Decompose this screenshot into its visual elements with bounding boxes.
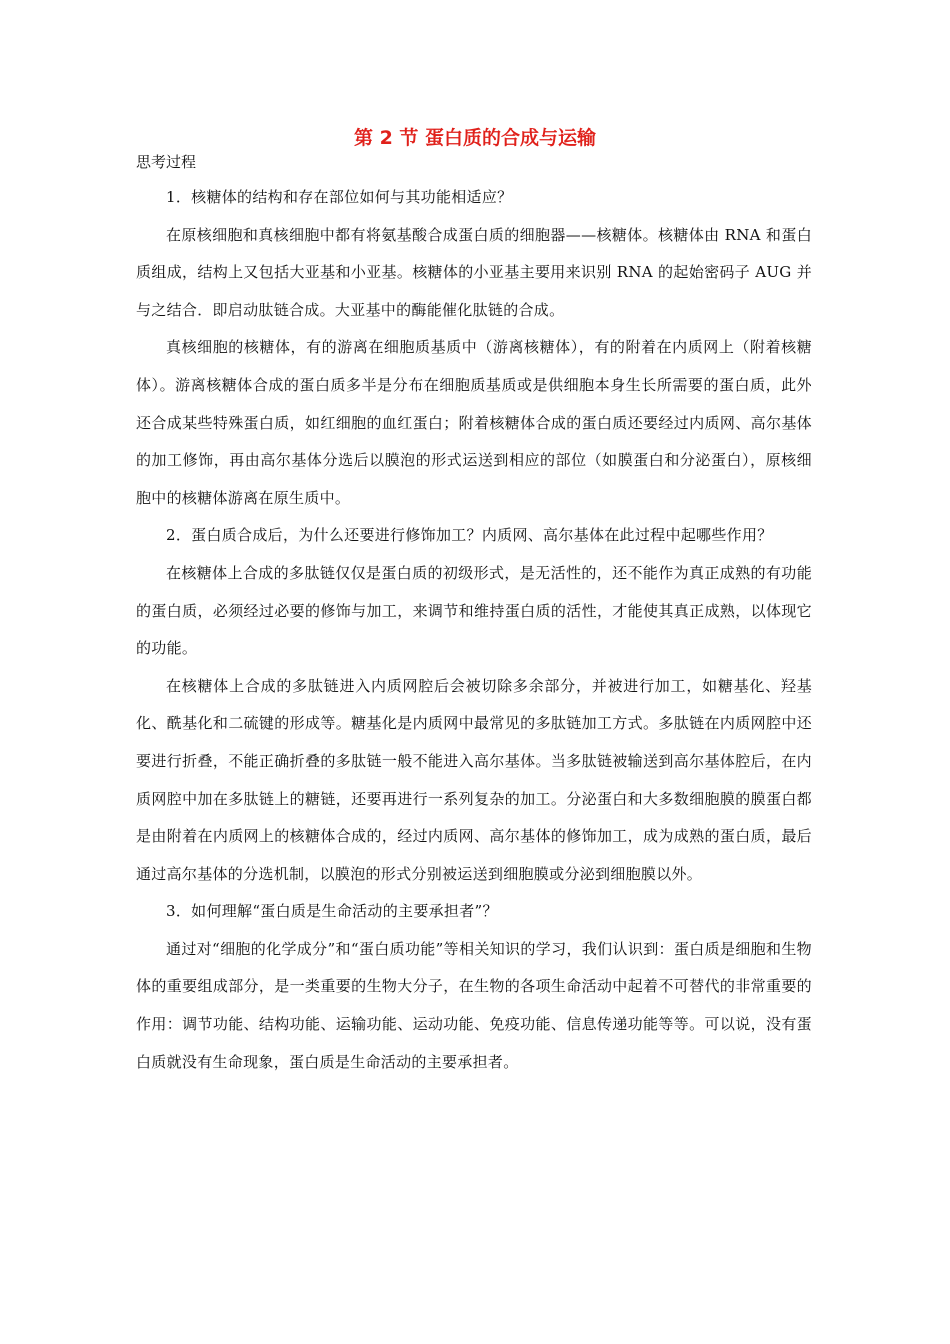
answer-1-paragraph-1: 在原核细胞和真核细胞中都有将氨基酸合成蛋白质的细胞器——核糖体。核糖体由 RNA 和蛋白质组成，结构上又包括大亚基和小亚基。核糖体的小亚基主要用来识别 RNA 的起始密码子 AUG 并与之结合．即启动肽链合成。大亚基中的酶能催化肽链的合成。 (136, 225, 812, 319)
answer-3-paragraph-1: 通过对“细胞的化学成分”和“蛋白质功能”等相关知识的学习，我们认识到：蛋白质是细胞和生物体的重要组成部分，是一类重要的生物大分子，在生物的各项生命活动中起着不可替代的非常重要的作用：调节功能、结构功能、运输功能、运动功能、免疫功能、信息传递功能等等。可以说，没有蛋白质就没有生命现象，蛋白质是生命活动的主要承担者。 (136, 939, 812, 1071)
page-title: 第 2 节 蛋白质的合成与运输 (353, 127, 597, 149)
section-label: 思考过程 (136, 153, 197, 171)
answer-2-paragraph-2: 在核糖体上合成的多肽链进入内质网腔后会被切除多余部分，并被进行加工，如糖基化、羟基化、酰基化和二硫键的形成等。糖基化是内质网中最常见的多肽链加工方式。多肽链在内质网腔中还要进行折叠，不能正确折叠的多肽链一般不能进入高尔基体。当多肽链被输送到高尔基体腔后，在内质网腔中加在多肽链上的糖链，还要再进行一系列复杂的加工。分泌蛋白和大多数细胞膜的膜蛋白都是由附着在内质网上的核糖体合成的，经过内质网、高尔基体的修饰加工，成为成熟的蛋白质，最后通过高尔基体的分选机制，以膜泡的形式分别被运送到细胞膜或分泌到细胞膜以外。 (136, 676, 812, 883)
question-2: 2．蛋白质合成后，为什么还要进行修饰加工？内质网、高尔基体在此过程中起哪些作用？ (166, 526, 773, 545)
question-1: 1．核糖体的结构和存在部位如何与其功能相适应？ (166, 188, 513, 206)
question-3: 3．如何理解“蛋白质是生命活动的主要承担者”？ (166, 902, 498, 921)
answer-1-paragraph-2: 真核细胞的核糖体，有的游离在细胞质基质中（游离核糖体），有的附着在内质网上（附着核糖体）。游离核糖体合成的蛋白质多半是分布在细胞质基质或是供细胞本身生长所需要的蛋白质，此外还合成某些特殊蛋白质，如红细胞的血红蛋白；附着核糖体合成的蛋白质还要经过内质网、高尔基体的加工修饰，再由高尔基体分选后以膜泡的形式运送到相应的部位（如膜蛋白和分泌蛋白），原核细胞中的核糖体游离在原生质中。 (136, 338, 812, 507)
document-body (136, 179, 812, 1081)
answer-2-paragraph-1: 在核糖体上合成的多肽链仅仅是蛋白质的初级形式，是无活性的，还不能作为真正成熟的有功能的蛋白质，必须经过必要的修饰与加工，来调节和维持蛋白质的活性，才能使其真正成熟，以体现它的功能。 (136, 563, 812, 658)
